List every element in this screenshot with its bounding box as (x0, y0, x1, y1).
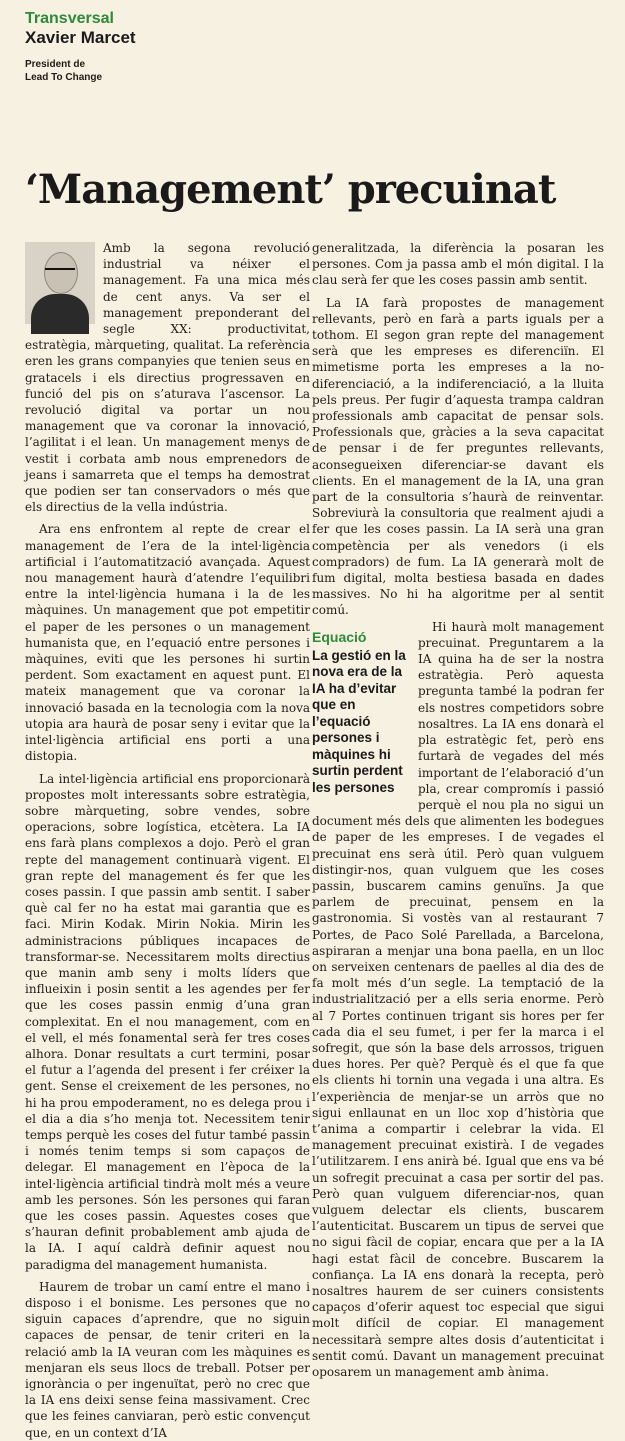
pull-quote-tag: Equació (312, 628, 367, 645)
paragraph: generalitzada, la diferència la posaran les persones. Com ja passa amb el món digital. I la clau serà fer que les coses passin amb sentit. (312, 241, 604, 288)
article-column-left (25, 240, 310, 1440)
author-role (25, 58, 325, 84)
author-role-line2: Lead To Change (25, 72, 103, 83)
article-column-right (312, 240, 604, 1380)
article-title: ‘Management’ precuinat (25, 166, 556, 213)
paragraph: Haurem de trobar un camí entre el mano i disposo i el bonisme. Les persones que no siguin capaces d’aprendre, que no siguin capaces de pensar, de tenir criteri en la relació amb la IA veuran com les màquines es menjaran els seus llocs de treball. Potser per ignorància o per ingenuïtat, però no crec que la IA ens deixi sense feina massivament. Crec que les feines canviaran, però estic convençut que, en un context d’IA (25, 1279, 310, 1440)
author-role-line1: President de (25, 59, 86, 70)
author-photo (25, 242, 95, 324)
article-header (25, 10, 325, 84)
author-name: Xavier Marcet (25, 28, 136, 47)
section-label: Transversal (25, 10, 114, 27)
paragraph: Ara ens enfrontem al repte de crear el management de l’era de la intel·ligència artificial i l’automatització avançada. Aquest nou management haurà d’atendre l’equilibri entre la intel·ligència humana i la de les màquines. Un management que pot empetitir el paper de les persones o un management humanista que, en l’equació entre persones i màquines, eviti que les persones hi surtin perdent. Som exactament en aquest punt. El mateix management que va coronar la innovació basada en la tecnologia com la nova utopia ara haurà de posar seny i evitar que la intel·ligència artificial ens porti a una distopia. (25, 522, 310, 764)
pull-quote-text: La gestió en la nova era de la IA ha d’evitar que en l’equació persones i màquines hi surtin perdent les persones (312, 647, 406, 795)
paragraph: La intel·ligència artificial ens proporcionarà propostes molt interessants sobre estratègia, sobre màrqueting, sobre vendes, sobre operacions, sobre logística, etcètera. La IA ens farà plans complexos a dojo. Però el gran repte del management continuarà vigent. El gran repte del management és fer que les coses passin. I que passin amb sentit. I saber què cal fer no ha estat mai garantia que es faci. Mirin Kodak. Mirin Nokia. Mirin les administracions públiques incapaces de transformar-se. Necessitarem molts directius que manin amb seny i molts líders que influeixin i posin sentit a les agendes per fer que les coses passin enmig d’una gran complexitat. En el nou management, com en el vell, el més fonamental serà fer tres coses alhora. Donar resultats a curt termini, posar el futur a l’agenda del present i fer créixer la gent. Sense el creixement de les persones, no hi ha prou empoderament, no es delega prou i el dia a dia s’ho menja tot. Necessitem tenir temps perquè les coses del futur també passin i només tenim temps si som capaços de delegar. El management en l’època de la intel·ligència artificial tindrà molt més a veure amb les persones. Són les persones qui faran que les coses passin. Aquestes coses que s’hauran definit probablement amb ajuda de la IA. I aquí caldrà definir aquest nou paradigma del management humanista. (25, 771, 310, 1272)
paragraph: Hi haurà molt management precuinat. Preguntarem a la IA quina ha de ser la nostra estratègia. Però aquesta pregunta també la podran fer els nostres competidors sobre nosaltres. La IA ens donarà el pla estratègic fet, però ens furtarà de vegades del més important de l’elaboració d’un pla, crear compromís i passió perquè el nou pla no sigui un document més dels que alimenten les bodegues de paper de les empreses. I de vegades el precuinat ens serà útil. Però quan vulguem distingir-nos, quan vulguem que les coses passin, buscarem camins genuïns. Ja que parlem de precuinat, pensem en la gastronomia. Si vostès van al restaurant 7 Portes, de Paco Solé Parellada, a Barcelona, aspiraran a menjar una bona paella, en un lloc on serveixen centenars de paelles al dia des de fa molt més d’un segle. La temptació de la industrialització per a ells seria enorme. Però al 7 Portes continuen trigant sis hores per fer cada dia el seu fumet, i per fer la marca i el sofregit, que són la base dels arrossos, triguen dues hores. Per què? Perquè és el que fa que els clients hi tornin una vegada i una altra. Es l’experiència de menjar-se un arròs que no sigui enllaunat en un lloc xop d’història que t’anima a compartir i celebrar la vida. El management precuinat existirà. I de vegades l’utilitzarem. I ens anirà bé. Igual que ens va bé un sofregit precuinat a casa per sortir del pas. Però quan vulguem diferenciar-nos, quan vulguem delectar els clients, buscarem l’autenticitat. Buscarem un tipus de servei que no sigui fàcil de copiar, encara que per a la IA hagi estat fàcil de concebre. Buscarem la confiança. La IA ens donarà la recepta, però nosaltres haurem de ser cuiners consistents capaços d’oferir aquest toc especial que sigui molt difícil de copiar. El management necessitarà sempre altes dosis d’autenticitat i sentit comú. Davant un management precuinat oposarem un management amb ànima. (312, 619, 604, 1380)
paragraph: La IA farà propostes de management rellevants, però en farà a parts iguals per a tothom. El segon gran repte del management serà que les empreses es diferenciïn. El mimetisme porta les empreses a la no-diferenciació, a la indiferenciació, a la lluita pels preus. Per fugir d’aquesta trampa caldran professionals amb capacitat de pensar sols. Professionals que, gràcies a la seva capacitat de pensar i de fer preguntes rellevants, aconsegueixen diferenciar-se davant els clients. En el management de la IA, una gran part de la consultoria s’haurà de reinventar. Sobreviurà la consultoria que realment ajudi a fer que les coses passin. La IA serà una gran competència per als venedors (i els compradors) de fum. La IA generarà molt de fum digital, molta bestiesa basada en dades massives. No hi ha algoritme per al sentit comú. (312, 295, 604, 618)
pull-quote (312, 629, 408, 797)
paragraph: Amb la segona revolució industrial va néixer el management. Fa una mica més de cent anys. Va ser el management preponderant del segle XX: productivitat, estratègia, màrqueting, qualitat. La referència eren les grans companyies que tenien seus en gratacels i els directius progressaven en funció del pis on s’aturava l’ascensor. La revolució digital va portar un nou management que va coronar la innovació, l’agilitat i el lean. Un management menys de vestit i corbata amb nous emprenedors de jeans i samarreta que el temps ha demostrat que podien ser tan conservadors o més que els directius de la vella indústria. (25, 241, 310, 515)
